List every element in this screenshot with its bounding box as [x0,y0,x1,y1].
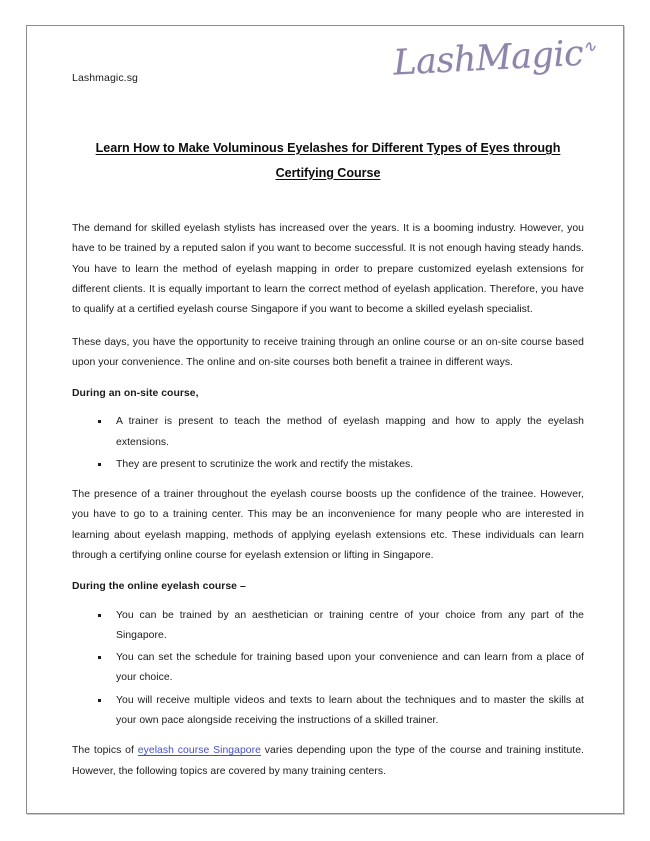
list-item: They are present to scrutinize the work and rectify the mistakes. [72,455,584,475]
list-item: You will receive multiple videos and texts to learn about the techniques and to master the skills at your own pace alongside receiving the instructions of a skilled trainer. [72,691,584,732]
lashmagic-logo [391,33,595,84]
heading-online-course: During the online eyelash course – [72,581,246,593]
online-course-bullet-list [72,606,584,732]
site-name: Lashmagic.sg [72,72,138,84]
page-title [72,136,584,185]
document-content [72,33,595,794]
list-item: You can set the schedule for training based upon your convenience and can learn from a place of your choice. [72,648,584,689]
page-title-line-2: Certifying Course [275,165,381,180]
logo-flourish-icon: ∿ [581,36,595,56]
list-item: A trainer is present to teach the method of eyelash mapping and how to apply the eyelash extensions. [72,412,584,453]
page-border-frame [26,25,624,814]
onsite-course-bullet-list [72,412,584,475]
logo-wordmark: LashMagic [391,33,584,84]
closing-text-suffix: varies depending upon the type of the course and training institute. However, the following topics are covered by many training centers. [72,745,584,777]
closing-text-prefix: The topics of [72,745,138,757]
paragraph-closing [72,741,584,782]
paragraph-intro: The demand for skilled eyelash stylists has increased over the years. It is a booming industry. However, you have to be trained by a reputed salon if you want to become successful. It is not enough having steady hands. You have to learn the method of eyelash mapping in order to prepare customized eyelash extensions for different clients. It is equally important to learn the correct method of eyelash application. Therefore, you have to qualify at a certified eyelash course Singapore if you want to become a skilled eyelash specialist. [72,223,584,316]
paragraph-trainer-presence: The presence of a trainer throughout the eyelash course boosts up the confidence of the trainee. However, you have to go to a training center. This may be an inconvenience for many people who are interested in learning about eyelash mapping, methods of applying eyelash extensions etc. These individuals can learn through a certifying online course for eyelash extension or lifting in Singapore. [72,489,584,562]
eyelash-course-singapore-link[interactable]: eyelash course Singapore [137,745,261,757]
list-item: You can be trained by an aesthetician or training centre of your choice from any part of the Singapore. [72,606,584,647]
page-title-line-1: Learn How to Make Voluminous Eyelashes for Different Types of Eyes through [95,141,561,155]
heading-onsite-course: During an on-site course, [72,388,199,400]
document-masthead [72,33,595,98]
paragraph-training-options: These days, you have the opportunity to receive training through an online course or an on-site course based upon your convenience. The online and on-site courses both benefit a trainee in different ways. [72,336,584,368]
